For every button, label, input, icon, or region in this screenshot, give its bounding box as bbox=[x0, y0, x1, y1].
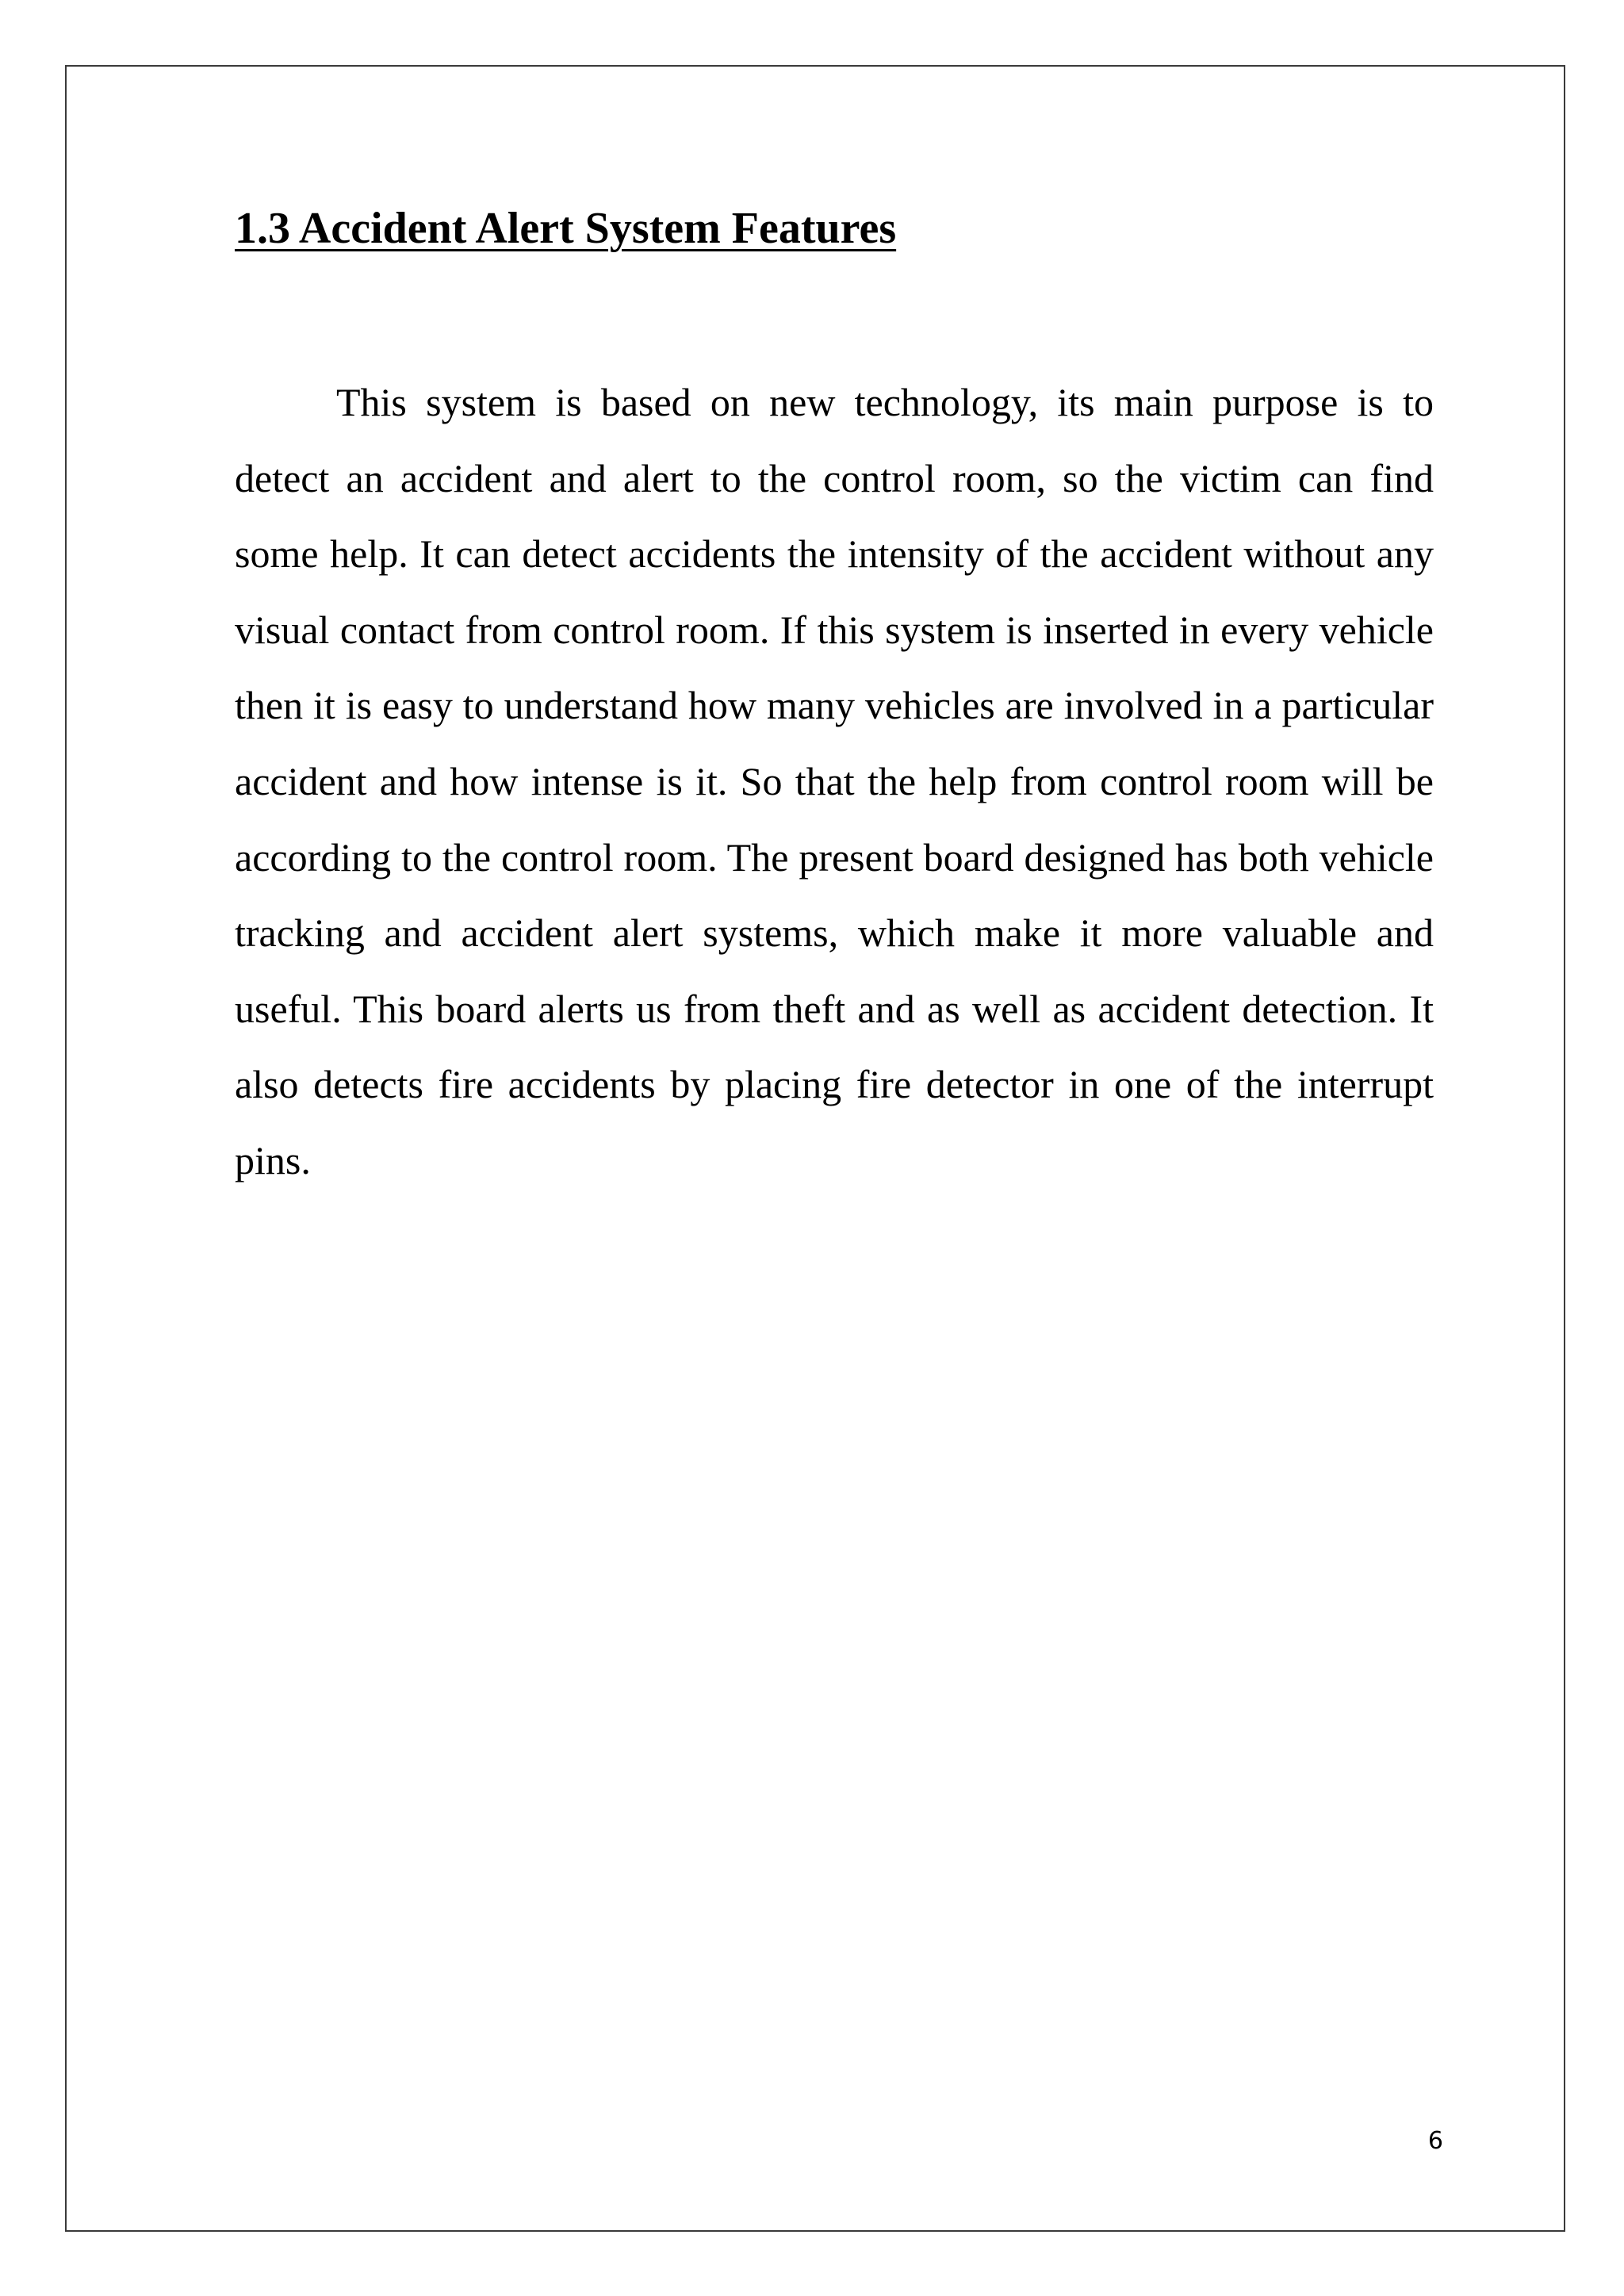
page-number: 6 bbox=[1427, 2127, 1443, 2155]
page-content bbox=[235, 198, 1434, 1199]
body-paragraph: This system is based on new technology, its main purpose is to detect an accident and alert to the control room, so the victim can find some help. It can detect accidents the intensity of the accident without any visual contact from control room. If this system is inserted in every vehicle then it is easy to understand how many vehicles are involved in a particular accident and how intense is it. So that the help from control room will be according to the control room. The present board designed has both vehicle tracking and accident alert systems, which make it more valuable and useful. This board alerts us from theft and as well as accident detection. It also detects fire accidents by placing fire detector in one of the interrupt pins. bbox=[235, 380, 1434, 1182]
section-heading: 1.3 Accident Alert System Features bbox=[235, 204, 897, 253]
